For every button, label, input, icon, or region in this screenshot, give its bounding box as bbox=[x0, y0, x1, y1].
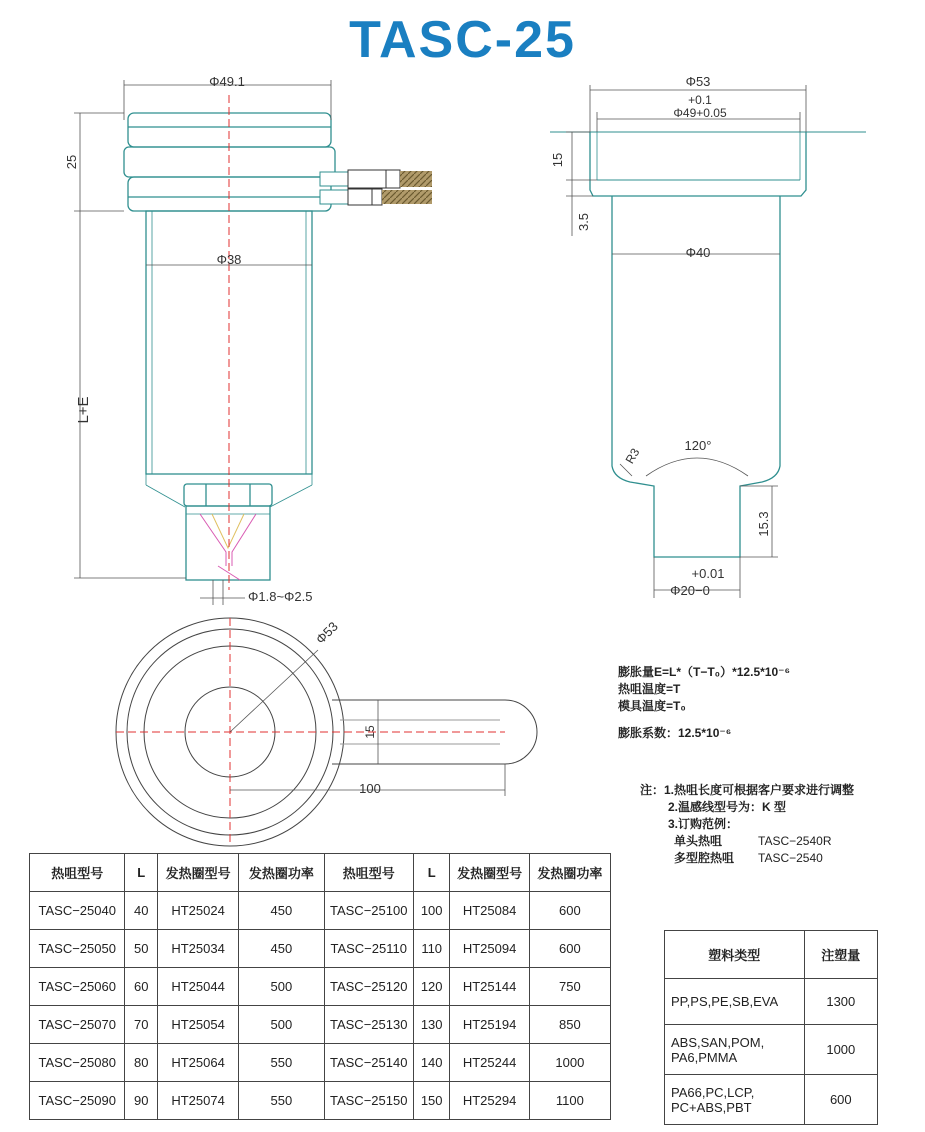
dim-h35: 3.5 bbox=[576, 212, 591, 232]
hex-nut bbox=[184, 484, 272, 506]
dim-phi53-top: Φ53 bbox=[685, 74, 711, 89]
note-1: 注：1.热咀长度可根据客户要求进行调整 bbox=[640, 783, 855, 797]
table-row: TASC−25080 80 HT25064 550 TASC−25140 140 HT25244 1000 bbox=[30, 1044, 611, 1082]
spec-header: 发热圈型号 bbox=[157, 854, 238, 892]
table-row: TASC−25070 70 HT25054 500 TASC−25130 130 HT25194 850 bbox=[30, 1006, 611, 1044]
top-dimensions bbox=[230, 650, 505, 796]
order-example-2: 多型腔热咀 TASC−2540 bbox=[674, 851, 823, 865]
head-top bbox=[128, 113, 331, 147]
note-2: 2.温感线型号为：K 型 bbox=[668, 800, 787, 814]
dim-phi491: Φ49.1 bbox=[209, 74, 245, 89]
formula-line1: 膨胀量E=L*（T−T₀）*12.5*10⁻⁶ bbox=[618, 665, 790, 679]
dim-le: L+E bbox=[75, 396, 92, 424]
table-row: PA66,PC,LCP, PC+ABS,PBT 600 bbox=[665, 1075, 878, 1125]
plastic-header: 塑料类型 bbox=[665, 931, 805, 979]
spec-header: 发热圈功率 bbox=[529, 854, 610, 892]
spec-table bbox=[29, 853, 611, 1120]
dim-h15: 15 bbox=[550, 152, 565, 168]
order-example-1: 单头热咀 TASC−2540R bbox=[674, 834, 832, 848]
dim-phi53-round: Φ53 bbox=[312, 618, 341, 647]
thermocouple-wires bbox=[320, 170, 432, 205]
spec-header: L bbox=[125, 854, 158, 892]
plastic-header-row bbox=[665, 931, 878, 979]
dim-phi38: Φ38 bbox=[216, 252, 242, 267]
plastic-table bbox=[664, 930, 878, 1125]
note-3: 3.订购范例： bbox=[668, 817, 739, 831]
table-row: TASC−25040 40 HT25024 450 TASC−25100 100 HT25084 600 bbox=[30, 892, 611, 930]
dim-phi49: Φ49+0.05 bbox=[673, 106, 727, 120]
nozzle-tip bbox=[186, 506, 270, 580]
spec-header: 发热圈功率 bbox=[239, 854, 324, 892]
plastic-header: 注塑量 bbox=[804, 931, 877, 979]
spec-header: 发热圈型号 bbox=[450, 854, 529, 892]
front-dimensions bbox=[74, 80, 331, 605]
table-row: TASC−25060 60 HT25044 500 TASC−25120 120 HT25144 750 bbox=[30, 968, 611, 1006]
tip-channel bbox=[200, 514, 256, 580]
formula-line2: 热咀温度=T bbox=[618, 682, 681, 696]
dim-phi18-25: Φ1.8~Φ2.5 bbox=[248, 589, 313, 604]
dim-h25: 25 bbox=[64, 154, 79, 170]
dim-h153: 15.3 bbox=[756, 511, 771, 537]
spec-header-row bbox=[30, 854, 611, 892]
page-title: TASC-25 bbox=[349, 11, 576, 69]
dim-r3: R3 bbox=[622, 445, 643, 467]
dim-tol001: +0.01 bbox=[691, 566, 725, 581]
formula-block bbox=[618, 664, 790, 742]
formula-line3: 模具温度=T₀ bbox=[618, 699, 686, 713]
table-row: TASC−25050 50 HT25034 450 TASC−25110 110 HT25094 600 bbox=[30, 930, 611, 968]
dim-a120: 120° bbox=[684, 438, 712, 453]
dim-w15: 15 bbox=[363, 725, 377, 739]
table-row: TASC−25090 90 HT25074 550 TASC−25150 150 HT25294 1100 bbox=[30, 1082, 611, 1120]
cavity-view bbox=[550, 132, 866, 557]
spec-header: L bbox=[413, 854, 450, 892]
notes-block bbox=[640, 782, 854, 867]
dim-l100: 100 bbox=[359, 781, 381, 796]
dim-tol01: +0.1 bbox=[688, 93, 712, 107]
table-row: ABS,SAN,POM, PA6,PMMA 1000 bbox=[665, 1025, 878, 1075]
spec-header: 热咀型号 bbox=[324, 854, 413, 892]
dim-phi40: Φ40 bbox=[685, 245, 711, 260]
dim-phi20: Φ20−0 bbox=[670, 583, 710, 598]
formula-line4: 膨胀系数：12.5*10⁻⁶ bbox=[618, 726, 732, 740]
table-row: PP,PS,PE,SB,EVA 1300 bbox=[665, 979, 878, 1025]
spec-header: 热咀型号 bbox=[30, 854, 125, 892]
